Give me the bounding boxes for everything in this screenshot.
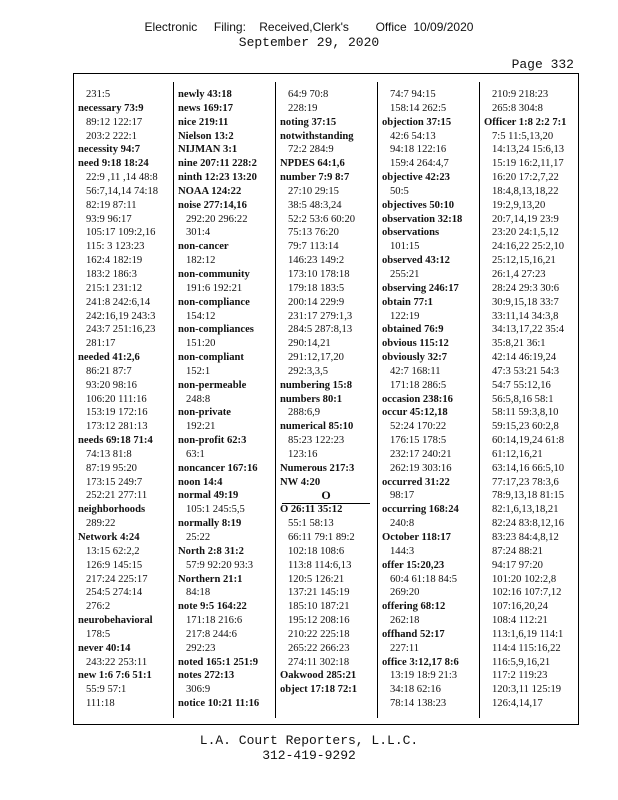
index-term: noting 37:15 xyxy=(280,116,337,128)
index-frame xyxy=(73,73,579,725)
index-term: Oakwood 285:21 xyxy=(280,670,357,682)
page-line-reference: 64:9 70:8 xyxy=(288,89,329,100)
index-term: obtain 77:1 xyxy=(382,296,433,308)
section-letter-heading: O xyxy=(280,489,372,503)
page-line-reference: 289:22 xyxy=(86,518,116,530)
page-line-reference: 50:5 xyxy=(390,185,409,197)
page-line-reference: 78:9,13,18 81:15 xyxy=(492,490,565,502)
page-line-reference: 126:9 145:15 xyxy=(86,559,143,571)
page-line-reference: 79:7 113:14 xyxy=(288,241,339,253)
index-term: observing 246:17 xyxy=(382,282,459,294)
page-line-reference: 94:18 122:16 xyxy=(390,144,447,156)
page-line-reference: 30:9,15,18 33:7 xyxy=(492,296,559,308)
page-line-reference: 93:20 98:16 xyxy=(86,379,137,391)
index-term: nice 219:11 xyxy=(178,116,229,128)
index-term: normal 49:19 xyxy=(178,490,239,502)
page-line-reference: 281:17 xyxy=(86,338,116,350)
index-term: occur 45:12,18 xyxy=(382,407,448,419)
hearing-date: September 29, 2020 xyxy=(238,35,380,50)
page-line-reference: 59:15,23 60:2,8 xyxy=(492,421,559,433)
page-line-reference: 55:1 58:13 xyxy=(288,518,334,530)
page-line-reference: 55:9 57:1 xyxy=(86,684,127,696)
page-line-reference: 227:11 xyxy=(390,642,420,654)
page-line-reference: 101:15 xyxy=(390,241,420,253)
index-term: news 169:17 xyxy=(178,102,234,114)
reporter-phone: 312-419-9292 xyxy=(262,748,356,763)
page-line-reference: 105:1 245:5,5 xyxy=(186,504,245,516)
page-line-reference: 154:12 xyxy=(186,310,216,322)
column-divider xyxy=(173,82,174,718)
page-line-reference: 56:7,14,14 74:18 xyxy=(86,185,159,197)
index-term: obvious 115:12 xyxy=(382,338,449,350)
index-term: note 9:5 164:22 xyxy=(178,601,247,613)
index-term: obviously 32:7 xyxy=(382,352,448,364)
page-line-reference: 179:18 183:5 xyxy=(288,282,345,294)
page-line-reference: 58:11 59:3,8,10 xyxy=(492,407,559,419)
index-column-4 xyxy=(382,88,474,711)
page-line-reference: 173:10 178:18 xyxy=(288,268,350,280)
page-line-reference: 217:24 225:17 xyxy=(86,573,148,585)
index-term: noncancer 167:16 xyxy=(178,462,258,474)
index-term: needed 41:2,6 xyxy=(78,352,140,364)
index-column-1 xyxy=(78,88,170,711)
page-line-reference: 82:24 83:8,12,16 xyxy=(492,518,565,530)
page-line-reference: 262:19 303:16 xyxy=(390,462,452,474)
page-line-reference: 231:5 xyxy=(86,89,111,100)
page-line-reference: 240:8 xyxy=(390,518,415,530)
index-term: notice 10:21 11:16 xyxy=(178,698,260,710)
page-line-reference: 262:18 xyxy=(390,615,420,627)
page-line-reference: 38:5 48:3,24 xyxy=(288,199,342,211)
page-line-reference: 26:1,4 27:23 xyxy=(492,268,546,280)
page-line-reference: 241:8 242:6,14 xyxy=(86,296,151,308)
page-line-reference: 265:22 266:23 xyxy=(288,642,350,654)
page-line-reference: 35:8,21 36:1 xyxy=(492,338,546,350)
index-term: observed 43:12 xyxy=(382,255,450,267)
filing-stamp: Electronic Filing: Received,Clerk's Office 10/09/2020 xyxy=(144,20,474,34)
index-column-5 xyxy=(484,88,576,711)
page-line-reference: 63:1 xyxy=(186,448,205,460)
page-line-reference: 182:12 xyxy=(186,255,216,267)
page-line-reference: 301:4 xyxy=(186,227,211,239)
page-line-reference: 102:18 108:6 xyxy=(288,545,345,557)
index-term: neurobehavioral xyxy=(78,615,153,627)
page-line-reference: 210:22 225:18 xyxy=(288,628,350,640)
page-line-reference: 111:18 xyxy=(86,698,115,710)
page-line-reference: 117:2 119:23 xyxy=(492,670,548,682)
index-term: numbers 80:1 xyxy=(280,393,343,405)
index-term: newly 43:18 xyxy=(178,89,232,100)
page-line-reference: 23:20 24:1,5,12 xyxy=(492,227,559,239)
index-term: October 118:17 xyxy=(382,532,451,543)
page-line-reference: 106:20 111:16 xyxy=(86,393,147,405)
index-term: numerical 85:10 xyxy=(280,421,354,433)
page-line-reference: 152:1 xyxy=(186,365,211,377)
index-term: Officer 1:8 2:2 7:1 xyxy=(484,116,567,128)
page-line-reference: 101:20 102:2,8 xyxy=(492,573,557,585)
page-line-reference: 203:2 222:1 xyxy=(86,130,137,142)
page-line-reference: 292:23 xyxy=(186,642,216,654)
page-line-reference: 87:19 95:20 xyxy=(86,462,137,474)
index-term: new 1:6 7:6 51:1 xyxy=(78,670,152,682)
index-term: object 17:18 72:1 xyxy=(280,684,358,696)
page-line-reference: 191:6 192:21 xyxy=(186,282,243,294)
index-column-3 xyxy=(280,88,372,697)
index-term: noted 165:1 251:9 xyxy=(178,656,259,668)
index-term: offer 15:20,23 xyxy=(382,559,445,571)
page-line-reference: 153:19 172:16 xyxy=(86,407,148,419)
page-line-reference: 54:7 55:12,16 xyxy=(492,379,551,391)
page-line-reference: 159:4 264:4,7 xyxy=(390,158,449,170)
column-divider xyxy=(275,82,276,718)
index-term: necessary 73:9 xyxy=(78,102,144,114)
page-line-reference: 292:3,3,5 xyxy=(288,365,329,377)
index-term: number 7:9 8:7 xyxy=(280,172,350,184)
page-line-reference: 254:5 274:14 xyxy=(86,587,143,599)
page-line-reference: 18:4,8,13,18,22 xyxy=(492,185,559,197)
page-line-reference: 108:4 112:21 xyxy=(492,615,548,627)
page-line-reference: 284:5 287:8,13 xyxy=(288,324,353,336)
page-line-reference: 215:1 231:12 xyxy=(86,282,143,294)
page-line-reference: 16:20 17:2,7,22 xyxy=(492,172,559,184)
page-line-reference: 200:14 229:9 xyxy=(288,296,345,308)
page-line-reference: 82:19 87:11 xyxy=(86,199,137,211)
page-line-reference: 34:18 62:16 xyxy=(390,684,441,696)
index-term: notes 272:13 xyxy=(178,670,235,682)
page-line-reference: 13:19 18:9 21:3 xyxy=(390,670,458,682)
column-divider xyxy=(479,82,480,718)
index-term: nine 207:11 228:2 xyxy=(178,158,257,170)
page-line-reference: 82:1,6,13,18,21 xyxy=(492,504,559,516)
page-line-reference: 274:11 302:18 xyxy=(288,656,350,668)
page-line-reference: 83:23 84:4,8,12 xyxy=(492,532,559,543)
index-term: occasion 238:16 xyxy=(382,393,453,405)
page-line-reference: 93:9 96:17 xyxy=(86,213,132,225)
index-term: objection 37:15 xyxy=(382,116,452,128)
page-line-reference: 185:10 187:21 xyxy=(288,601,350,613)
page-line-reference: 178:5 xyxy=(86,628,111,640)
page-line-reference: 20:7,14,19 23:9 xyxy=(492,213,559,225)
page-line-reference: 57:9 92:20 93:3 xyxy=(186,559,254,571)
page-line-reference: 72:2 284:9 xyxy=(288,144,334,156)
page-line-reference: 292:20 296:22 xyxy=(186,213,248,225)
page-line-reference: 217:8 244:6 xyxy=(186,628,237,640)
page-line-reference: 151:20 xyxy=(186,338,216,350)
index-term: offhand 52:17 xyxy=(382,628,445,640)
page-line-reference: 87:24 88:21 xyxy=(492,545,543,557)
index-term: Northern 21:1 xyxy=(178,573,243,585)
page-line-reference: 123:16 xyxy=(288,448,318,460)
page-line-reference: 94:17 97:20 xyxy=(492,559,543,571)
page-line-reference: 42:6 54:13 xyxy=(390,130,436,142)
column-divider xyxy=(377,82,378,718)
index-term: occurring 168:24 xyxy=(382,504,459,516)
page-line-reference: 115: 3 123:23 xyxy=(86,241,145,253)
page-line-reference: 28:24 29:3 30:6 xyxy=(492,282,560,294)
page-line-reference: 173:12 281:13 xyxy=(86,421,148,433)
page-line-reference: 232:17 240:21 xyxy=(390,448,452,460)
index-term: noise 277:14,16 xyxy=(178,199,247,211)
index-term: noon 14:4 xyxy=(178,476,223,488)
page-line-reference: 120:5 126:21 xyxy=(288,573,345,585)
page-line-reference: 183:2 186:3 xyxy=(86,268,137,280)
index-term: Nielson 13:2 xyxy=(178,130,234,142)
index-term: non-permeable xyxy=(178,379,247,391)
page-line-reference: 85:23 122:23 xyxy=(288,435,345,447)
index-term: need 9:18 18:24 xyxy=(78,158,149,170)
page-line-reference: 255:21 xyxy=(390,268,420,280)
page-line-reference: 19:2,9,13,20 xyxy=(492,199,546,211)
page-line-reference: 243:22 253:11 xyxy=(86,656,148,668)
page-line-reference: 116:5,9,16,21 xyxy=(492,656,551,668)
page-line-reference: 146:23 149:2 xyxy=(288,255,345,267)
page-line-reference: 63:14,16 66:5,10 xyxy=(492,462,565,474)
page-line-reference: 66:11 79:1 89:2 xyxy=(288,532,355,543)
index-term: observations xyxy=(382,227,440,239)
page-line-reference: 22:9 ,11 ,14 48:8 xyxy=(86,172,158,184)
index-term: needs 69:18 71:4 xyxy=(78,435,153,447)
page-line-reference: 7:5 11:5,13,20 xyxy=(492,130,554,142)
page-line-reference: 290:14,21 xyxy=(288,338,331,350)
page-line-reference: 13:15 62:2,2 xyxy=(86,545,140,557)
page-line-reference: 113:1,6,19 114:1 xyxy=(492,628,564,640)
page-number: Page 332 xyxy=(511,57,574,72)
page-line-reference: 27:10 29:15 xyxy=(288,185,339,197)
index-term: NPDES 64:1,6 xyxy=(280,158,345,170)
index-term: obtained 76:9 xyxy=(382,324,444,336)
page-line-reference: 25:22 xyxy=(186,532,211,543)
index-term: neighborhoods xyxy=(78,504,146,516)
index-term: office 3:12,17 8:6 xyxy=(382,656,459,668)
page-line-reference: 78:14 138:23 xyxy=(390,698,447,710)
page-line-reference: 24:16,22 25:2,10 xyxy=(492,241,565,253)
page-line-reference: 126:4,14,17 xyxy=(492,698,543,710)
page-line-reference: 113:8 114:6,13 xyxy=(288,559,352,571)
page-line-reference: 248:8 xyxy=(186,393,211,405)
page-line-reference: 242:16,19 243:3 xyxy=(86,310,156,322)
page-line-reference: 60:4 61:18 84:5 xyxy=(390,573,458,585)
page-line-reference: 269:20 xyxy=(390,587,420,599)
page-line-reference: 75:13 76:20 xyxy=(288,227,339,239)
page-line-reference: 176:15 178:5 xyxy=(390,435,447,447)
page-line-reference: 89:12 122:17 xyxy=(86,116,143,128)
page-line-reference: 114:4 115:16,22 xyxy=(492,642,561,654)
page-line-reference: 74:13 81:8 xyxy=(86,448,132,460)
page-line-reference: 52:2 53:6 60:20 xyxy=(288,213,356,225)
page-line-reference: 61:12,16,21 xyxy=(492,448,543,460)
page-line-reference: 47:3 53:21 54:3 xyxy=(492,365,560,377)
page-line-reference: 171:18 216:6 xyxy=(186,615,243,627)
page-line-reference: 33:11,14 34:3,8 xyxy=(492,310,559,322)
page-line-reference: 60:14,19,24 61:8 xyxy=(492,435,565,447)
page-line-reference: 228:19 xyxy=(288,102,318,114)
index-term: numbering 15:8 xyxy=(280,379,353,391)
page-line-reference: 14:13,24 15:6,13 xyxy=(492,144,565,156)
page-line-reference: 77:17,23 78:3,6 xyxy=(492,476,559,488)
index-term: Numerous 217:3 xyxy=(280,462,355,474)
index-term: non-compliant xyxy=(178,352,244,364)
page-line-reference: 86:21 87:7 xyxy=(86,365,132,377)
page-line-reference: 291:12,17,20 xyxy=(288,352,344,364)
page-line-reference: 52:24 170:22 xyxy=(390,421,447,433)
page-line-reference: 158:14 262:5 xyxy=(390,102,447,114)
index-term: Network 4:24 xyxy=(78,532,140,543)
index-term: objectives 50:10 xyxy=(382,199,455,211)
page-line-reference: 122:19 xyxy=(390,310,420,322)
index-term: non-community xyxy=(178,268,250,280)
index-term: non-cancer xyxy=(178,241,229,253)
index-term: NIJMAN 3:1 xyxy=(178,144,238,156)
page-line-reference: 210:9 218:23 xyxy=(492,89,549,100)
page-line-reference: 306:9 xyxy=(186,684,211,696)
index-term: never 40:14 xyxy=(78,642,131,654)
page-line-reference: 252:21 277:11 xyxy=(86,490,148,502)
page-line-reference: 243:7 251:16,23 xyxy=(86,324,156,336)
page-line-reference: 144:3 xyxy=(390,545,415,557)
page-line-reference: 120:3,11 125:19 xyxy=(492,684,562,696)
page-line-reference: 192:21 xyxy=(186,421,216,433)
page-line-reference: 162:4 182:19 xyxy=(86,255,143,267)
page-line-reference: 171:18 286:5 xyxy=(390,379,447,391)
page-line-reference: 15:19 16:2,11,17 xyxy=(492,158,564,170)
index-term: observation 32:18 xyxy=(382,213,463,225)
page-line-reference: 34:13,17,22 35:4 xyxy=(492,324,565,336)
index-term: O 26:11 35:12 xyxy=(280,504,343,516)
index-term: normally 8:19 xyxy=(178,518,242,530)
index-term: non-private xyxy=(178,407,231,419)
index-term: non-compliances xyxy=(178,324,254,336)
index-column-2 xyxy=(178,88,270,711)
page-line-reference: 195:12 208:16 xyxy=(288,615,350,627)
index-term: necessity 94:7 xyxy=(78,144,141,156)
index-term: North 2:8 31:2 xyxy=(178,545,244,557)
page-line-reference: 42:7 168:11 xyxy=(390,365,441,377)
page-line-reference: 137:21 145:19 xyxy=(288,587,350,599)
page-line-reference: 98:17 xyxy=(390,490,415,502)
index-term: ninth 12:23 13:20 xyxy=(178,172,257,184)
page-line-reference: 265:8 304:8 xyxy=(492,102,543,114)
page-line-reference: 74:7 94:15 xyxy=(390,89,436,100)
index-term: non-profit 62:3 xyxy=(178,435,247,447)
page-line-reference: 107:16,20,24 xyxy=(492,601,548,613)
index-term: offering 68:12 xyxy=(382,601,446,613)
page-line-reference: 288:6,9 xyxy=(288,407,321,419)
page-line-reference: 102:16 107:7,12 xyxy=(492,587,562,599)
reporter-name: L.A. Court Reporters, L.L.C. xyxy=(199,733,419,748)
index-term: objective 42:23 xyxy=(382,172,450,184)
page-line-reference: 276:2 xyxy=(86,601,111,613)
page-line-reference: 231:17 279:1,3 xyxy=(288,310,353,322)
page-line-reference: 84:18 xyxy=(186,587,211,599)
index-term: NW 4:20 xyxy=(280,476,321,488)
page-line-reference: 25:12,15,16,21 xyxy=(492,255,556,267)
page-line-reference: 56:5,8,16 58:1 xyxy=(492,393,554,405)
page-line-reference: 105:17 109:2,16 xyxy=(86,227,156,239)
index-term: occurred 31:22 xyxy=(382,476,450,488)
page-line-reference: 173:15 249:7 xyxy=(86,476,143,488)
index-term: notwithstanding xyxy=(280,130,354,142)
index-term: NOAA 124:22 xyxy=(178,185,242,197)
index-term: non-compliance xyxy=(178,296,250,308)
page-line-reference: 42:14 46:19,24 xyxy=(492,352,557,364)
